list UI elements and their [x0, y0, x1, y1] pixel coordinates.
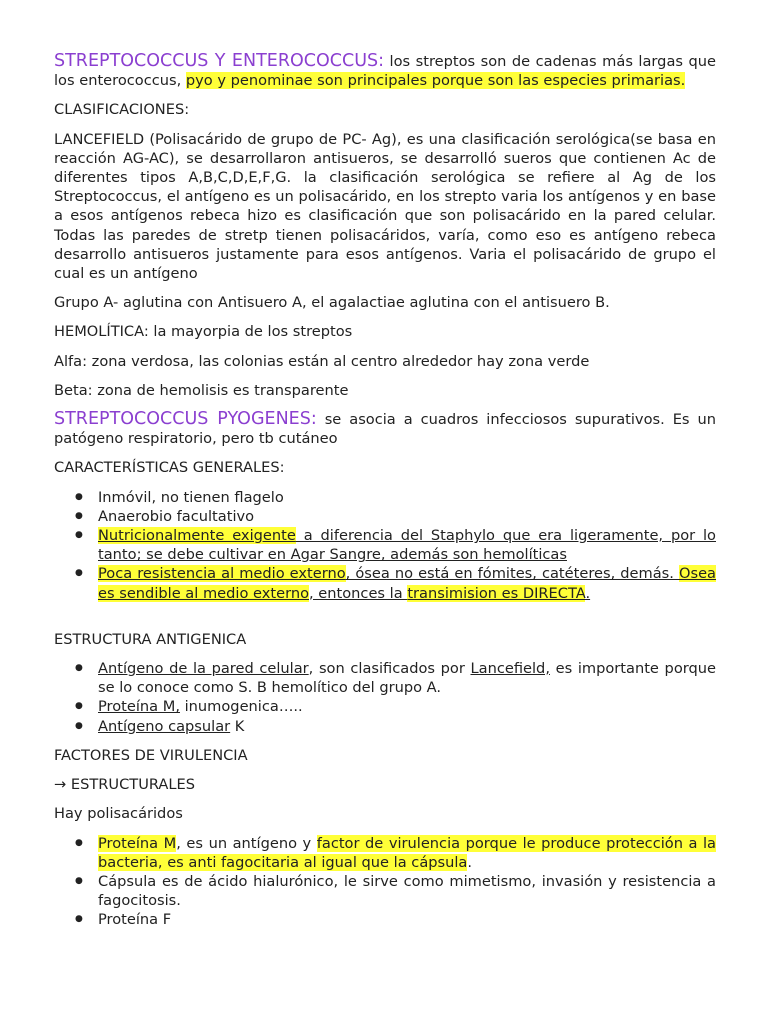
pyogenes-paragraph: STREPTOCOCCUS PYOGENES: se asocia a cuadros infecciosos supurativos. Es un patógeno respiratorio, pero tb cutáneo: [54, 409, 716, 448]
heading-streptococcus-enterococcus: STREPTOCOCCUS Y ENTEROCOCCUS:: [54, 51, 385, 71]
list-item: ● Cápsula es de ácido hialurónico, le sirve como mimetismo, invasión y resistencia a fagocitosis.: [54, 872, 716, 910]
list-item: ● Inmóvil, no tienen flagelo: [54, 488, 716, 507]
caracteristicas-list: [54, 488, 716, 603]
heading-streptococcus-pyogenes: STREPTOCOCCUS PYOGENES:: [54, 409, 317, 430]
intro-paragraph: STREPTOCOCCUS Y ENTEROCOCCUS: los streptos son de cadenas más largas que los enterococcus, pyo y penominae son principales porque son las especies primarias.: [54, 51, 716, 90]
highlight: pyo y penominae son principales porque son las especies primarias.: [185, 72, 686, 90]
grupo-a-paragraph: Grupo A- aglutina con Antisuero A, el agalactiae aglutina con el antisuero B.: [54, 294, 610, 312]
hay-polisacaridos: Hay polisacáridos: [54, 805, 183, 823]
caracteristicas-heading: CARACTERÍSTICAS GENERALES:: [54, 459, 285, 477]
beta-paragraph: Beta: zona de hemolisis es transparente: [54, 381, 349, 399]
estructura-list: [54, 659, 716, 736]
estructura-heading: ESTRUCTURA ANTIGENICA: [54, 630, 247, 648]
list-item: ● Proteína M, inumogenica…..: [54, 697, 716, 716]
list-item: ● Nutricionalmente exigente a diferencia del Staphylo que era ligeramente, por lo tanto; se debe cultivar en Agar Sangre, además son hemolíticas: [54, 526, 716, 564]
clasificaciones-heading: CLASIFICACIONES:: [54, 101, 190, 119]
factores-list: [54, 834, 716, 930]
lancefield-paragraph: LANCEFIELD (Polisacárido de grupo de PC- Ag), es una clasificación serológica(se basa en reacción AG-AC), se desarrollaron antisueros, se desarrolló sueros que contienen Ac de diferentes tipos A,B,C,D,E,F,G. la clasificación serológica se refiere al Ag de los Streptococcus, el antígeno es un polisacárido, en los strepto varia los antígenos y en base a esos antígenos rebeca hizo es clasificación que son polisacárido en la pared celular. Todas las paredes de stretp tienen polisacáridos, varía, como eso es antígeno rebeca desarrollo antisueros justamente para esos antígenos. Varia el polisacárido de grupo el cual es un antígeno: [54, 130, 716, 283]
document-page: [54, 52, 716, 930]
list-item: ● Poca resistencia al medio externo, ósea no está en fómites, catéteres, demás. Osea es sendible al medio externo, entonces la transimision es DIRECTA.: [54, 564, 716, 602]
list-item: ● Anaerobio facultativo: [54, 507, 716, 526]
list-item: ● Proteína M, es un antígeno y factor de virulencia porque le produce protección a la bacteria, es anti fagocitaria al igual que la cápsula.: [54, 834, 716, 872]
list-item: ● Proteína F: [54, 910, 716, 929]
hemolitica-paragraph: HEMOLÍTICA: la mayorpia de los streptos: [54, 323, 353, 341]
factores-heading: FACTORES DE VIRULENCIA: [54, 746, 248, 764]
estructurales-subheading: → ESTRUCTURALES: [54, 776, 196, 794]
list-item: ● Antígeno de la pared celular, son clasificados por Lancefield, es importante porque se lo conoce como S. B hemolítico del grupo A.: [54, 659, 716, 697]
list-item: ● Antígeno capsular K: [54, 717, 716, 736]
alfa-paragraph: Alfa: zona verdosa, las colonias están al centro alrededor hay zona verde: [54, 352, 590, 370]
